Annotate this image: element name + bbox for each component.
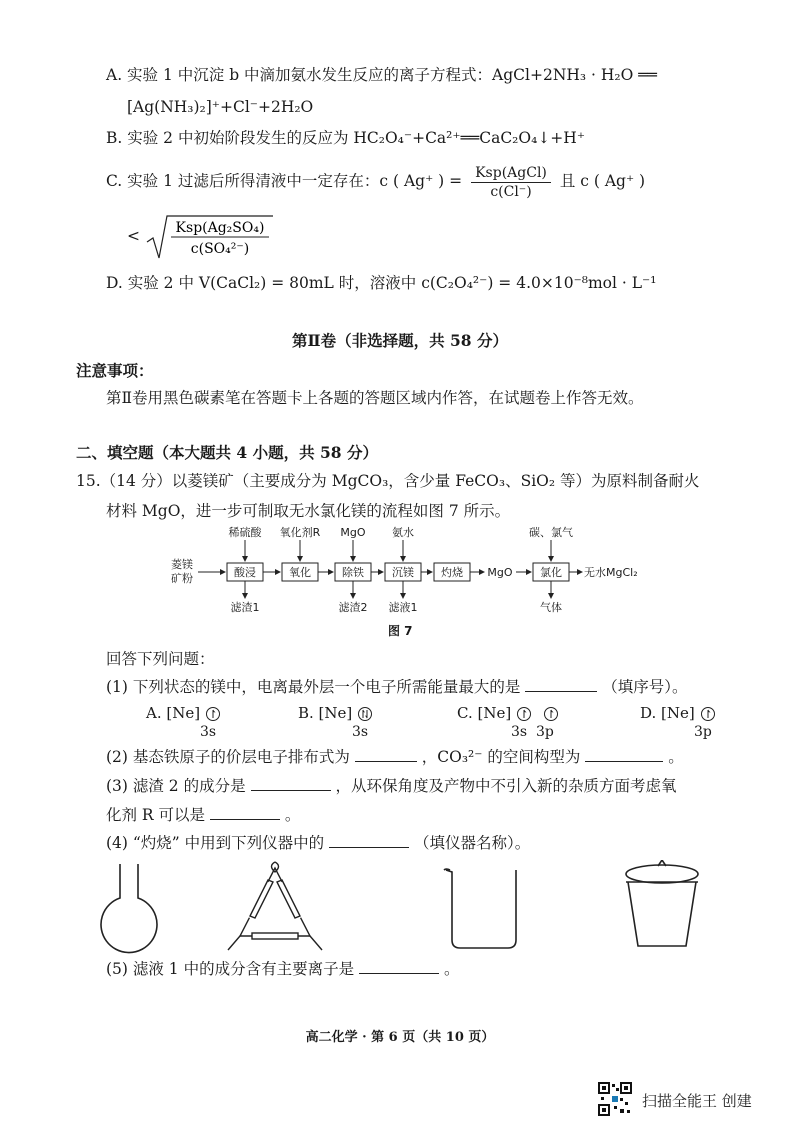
option-a-line1: A. 实验 1 中沉淀 b 中滴加氨水发生反应的离子方程式：AgCl+2NH₃ · H₂O ══ <box>106 66 657 84</box>
sub4-text-b: （填仪器名称）。 <box>414 834 531 852</box>
sub3-text-a: (3) 滤渣 2 的成分是 <box>106 777 246 795</box>
orbital-paired-icon <box>357 706 373 722</box>
sqrt-denominator: c(SO₄²⁻) <box>190 241 250 257</box>
sub-question-3-cont <box>106 804 300 826</box>
figure-caption: 图 7 <box>388 624 413 638</box>
q15-line2: 材料 MgO，进一步可制取无水氯化镁的流程如图 7 所示。 <box>106 502 511 520</box>
option-label: B. [Ne] <box>298 704 353 722</box>
notice-label: 注意事项： <box>76 361 154 380</box>
orbital-label: 3s 3p <box>511 724 554 740</box>
option-c-mid: 且 c ( Ag⁺ ) <box>559 172 646 190</box>
scanner-watermark: 扫描全能王 创建 <box>642 1092 752 1110</box>
option-a-orbital <box>146 704 221 740</box>
crucible-icon <box>626 860 698 946</box>
sub3-text-d: 。 <box>284 806 301 824</box>
sub3-text-b: ，从环保角度及产物中不引入新的杂质方面考虑氧 <box>335 777 677 795</box>
part-title: 二、填空题（本大题共 4 小题，共 58 分） <box>76 443 378 462</box>
answer-prompt: 回答下列问题： <box>106 650 215 668</box>
mgo-intermediate: MgO <box>487 566 513 579</box>
answer-blank-3a[interactable] <box>251 776 331 791</box>
raw-material-2: 矿粉 <box>171 572 193 585</box>
orbital-single-up-icon <box>516 706 532 722</box>
round-flask-icon <box>101 864 157 953</box>
q15-line1: 15.（14 分）以菱镁矿（主要成分为 MgCO₃，含少量 FeCO₃、SiO₂ 等）为原料制备耐火 <box>76 472 700 490</box>
output-gas: 气体 <box>540 601 562 614</box>
page-footer: 高二化学 · 第 6 页（共 10 页） <box>305 1030 495 1045</box>
option-label: A. [Ne] <box>146 704 201 722</box>
option-b-orbital <box>298 704 373 740</box>
fraction-denominator: c(Cl⁻) <box>490 183 532 200</box>
clay-triangle-icon <box>228 862 322 950</box>
section-title: 第Ⅱ卷（非选择题，共 58 分） <box>292 331 508 350</box>
option-label: D. [Ne] <box>640 704 695 722</box>
sub1-tail: （填序号）。 <box>602 678 688 696</box>
sub-question-4 <box>106 832 530 854</box>
orbital-single-up-icon <box>543 706 559 722</box>
raw-material-1: 菱镁 <box>171 558 193 571</box>
input-oxidant-r: 氧化剂R <box>279 526 321 539</box>
step-oxidize: 氧化 <box>289 566 311 579</box>
option-d-orbital <box>640 704 716 740</box>
process-flow-diagram <box>170 524 640 634</box>
fraction-numerator: Ksp(AgCl) <box>471 164 551 183</box>
sqrt-sign-icon <box>145 212 275 262</box>
sub-question-2 <box>106 746 684 768</box>
orbital-label: 3s <box>200 724 217 740</box>
step-precipitate-mg: 沉镁 <box>392 566 414 579</box>
orbital-label: 3s <box>352 724 369 740</box>
option-b: B. 实验 2 中初始阶段发生的反应为 HC₂O₄⁻+Ca²⁺══CaC₂O₄↓+H⁺ <box>106 129 585 147</box>
option-c-orbital <box>457 704 559 740</box>
sqrt-numerator: Ksp(Ag₂SO₄) <box>175 220 265 236</box>
less-than: < <box>127 227 140 245</box>
input-mgo: MgO <box>340 526 366 539</box>
answer-blank-3b[interactable] <box>210 805 280 820</box>
answer-blank-4[interactable] <box>329 833 409 848</box>
ksp-agcl-fraction <box>471 164 551 201</box>
apparatus-row <box>100 860 740 956</box>
step-calcine: 灼烧 <box>441 566 463 579</box>
notice-text: 第Ⅱ卷用黑色碳素笔在答题卡上各题的答题区域内作答，在试题卷上作答无效。 <box>106 389 644 407</box>
option-a-line2: [Ag(NH₃)₂]⁺+Cl⁻+2H₂O <box>127 98 314 116</box>
sub2-text-c: 。 <box>668 748 684 766</box>
step-chlorinate: 氯化 <box>540 566 562 579</box>
input-sulfuric-acid: 稀硫酸 <box>228 526 262 539</box>
sub2-text-a: (2) 基态铁原子的价层电子排布式为 <box>106 748 350 766</box>
answer-blank-5[interactable] <box>359 959 439 974</box>
option-c-line1 <box>106 158 645 204</box>
sub4-text-a: (4) “灼烧” 中用到下列仪器中的 <box>106 834 325 852</box>
orbital-single-up-icon <box>205 706 221 722</box>
answer-blank-1[interactable] <box>525 677 597 692</box>
output-residue-1: 滤渣1 <box>230 601 260 614</box>
input-carbon-chlorine: 碳、氯气 <box>529 526 573 539</box>
sqrt-expression <box>145 212 275 262</box>
sub-question-5 <box>106 958 460 980</box>
option-label: C. [Ne] <box>457 704 512 722</box>
step-acid-leach: 酸浸 <box>234 566 256 579</box>
orbital-label: 3p <box>694 724 712 740</box>
answer-blank-2b[interactable] <box>585 747 663 762</box>
qr-code-icon <box>598 1082 632 1116</box>
option-c-line2 <box>127 212 275 262</box>
input-ammonia: 氨水 <box>392 526 414 539</box>
step-remove-iron: 除铁 <box>342 566 364 579</box>
option-d: D. 实验 2 中 V(CaCl₂) = 80mL 时，溶液中 c(C₂O₄²⁻) = 4.0×10⁻⁸mol · L⁻¹ <box>106 274 657 292</box>
sub5-text-b: 。 <box>443 960 460 978</box>
sub2-text-b: ，CO₃²⁻ 的空间构型为 <box>421 748 581 766</box>
sub-question-1 <box>106 676 688 698</box>
sub-question-3 <box>106 775 677 797</box>
sub5-text-a: (5) 滤液 1 中的成分含有主要离子是 <box>106 960 355 978</box>
output-filtrate-1: 滤液1 <box>388 601 418 614</box>
answer-blank-2a[interactable] <box>355 747 417 762</box>
option-c-prefix: C. 实验 1 过滤后所得清液中一定存在：c ( Ag⁺ ) = <box>106 172 463 190</box>
sub1-text: (1) 下列状态的镁中，电离最外层一个电子所需能量最大的是 <box>106 678 521 696</box>
output-residue-2: 滤渣2 <box>338 601 368 614</box>
orbital-single-up-icon <box>700 706 716 722</box>
sub3-text-c: 化剂 R 可以是 <box>106 806 206 824</box>
product-mgcl2: 无水MgCl₂ <box>584 566 638 579</box>
beaker-icon <box>444 869 516 948</box>
